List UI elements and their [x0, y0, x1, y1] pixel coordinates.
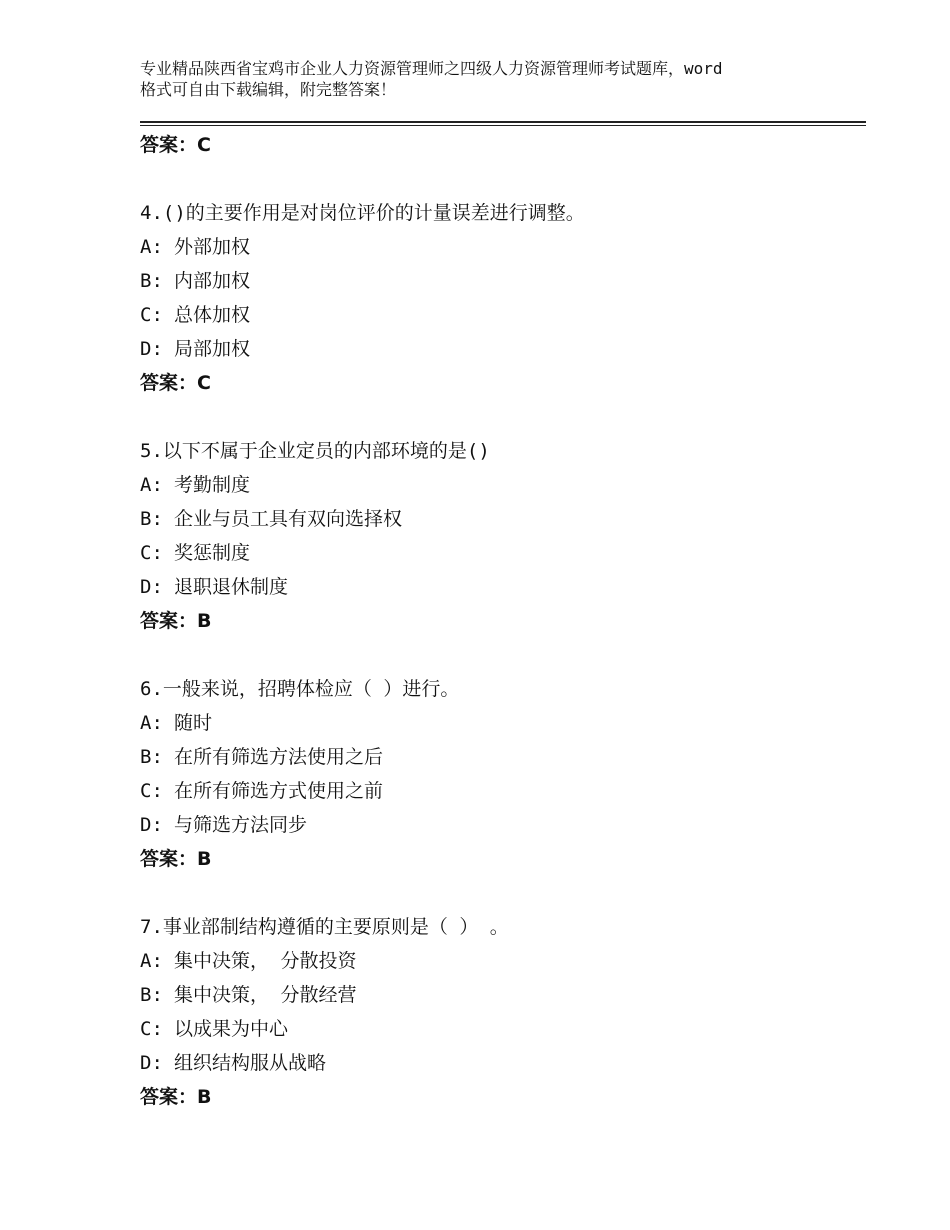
- option-b: [140, 264, 860, 298]
- option-a: [140, 468, 860, 502]
- spacer: [140, 400, 860, 434]
- question-stem: 7.事业部制结构遵循的主要原则是（ ） 。: [140, 916, 509, 938]
- answer-line: [140, 1080, 860, 1114]
- option-letter: B:: [140, 746, 163, 768]
- option-letter: D:: [140, 338, 163, 360]
- option-letter: C:: [140, 304, 163, 326]
- option-letter: B:: [140, 508, 163, 530]
- header-line-1: 专业精品陕西省宝鸡市企业人力资源管理师之四级人力资源管理师考试题库，word: [140, 59, 723, 78]
- answer-value: C: [197, 134, 211, 156]
- answer-label: 答案：: [140, 610, 198, 632]
- answer-label: 答案：: [140, 1086, 198, 1108]
- option-letter: C:: [140, 1018, 163, 1040]
- option-d: [140, 808, 860, 842]
- answer-line: [140, 128, 860, 162]
- question-block: [140, 196, 860, 400]
- answer-value: C: [197, 372, 211, 394]
- option-c: [140, 298, 860, 332]
- answer-value: B: [197, 1086, 212, 1108]
- option-text: 与筛选方法同步: [174, 814, 308, 836]
- option-letter: C:: [140, 542, 163, 564]
- document-body: [140, 128, 860, 1114]
- question-stem: 5.以下不属于企业定员的内部环境的是(): [140, 440, 490, 462]
- option-letter: A:: [140, 474, 163, 496]
- answer-value: B: [197, 610, 212, 632]
- answer-line: [140, 842, 860, 876]
- option-d: [140, 570, 860, 604]
- option-letter: B:: [140, 270, 163, 292]
- option-text: 集中决策， 分散经营: [174, 984, 357, 1006]
- option-text: 退职退休制度: [174, 576, 289, 598]
- document-header: [140, 58, 830, 100]
- answer-line: [140, 366, 860, 400]
- option-text: 组织结构服从战略: [174, 1052, 327, 1074]
- question-block: [140, 910, 860, 1114]
- question-stem: 6.一般来说，招聘体检应（ ）进行。: [140, 678, 460, 700]
- header-line-2: 格式可自由下载编辑，附完整答案！: [140, 80, 397, 99]
- option-b: [140, 978, 860, 1012]
- option-letter: D:: [140, 814, 163, 836]
- option-d: [140, 1046, 860, 1080]
- option-letter: D:: [140, 1052, 163, 1074]
- option-c: [140, 774, 860, 808]
- option-letter: A:: [140, 712, 163, 734]
- spacer: [140, 162, 860, 196]
- option-letter: C:: [140, 780, 163, 802]
- option-text: 总体加权: [174, 304, 251, 326]
- option-text: 外部加权: [174, 236, 251, 258]
- option-b: [140, 740, 860, 774]
- option-text: 奖惩制度: [174, 542, 251, 564]
- header-divider-thick: [140, 121, 866, 123]
- option-c: [140, 536, 860, 570]
- option-d: [140, 332, 860, 366]
- header-divider-thin: [140, 125, 866, 126]
- option-letter: A:: [140, 950, 163, 972]
- option-text: 集中决策， 分散投资: [174, 950, 357, 972]
- answer-value: B: [197, 848, 212, 870]
- option-text: 企业与员工具有双向选择权: [174, 508, 403, 530]
- option-text: 内部加权: [174, 270, 251, 292]
- question-block: [140, 672, 860, 876]
- option-letter: A:: [140, 236, 163, 258]
- option-a: [140, 706, 860, 740]
- option-text: 在所有筛选方法使用之后: [174, 746, 384, 768]
- option-text: 以成果为中心: [174, 1018, 289, 1040]
- option-c: [140, 1012, 860, 1046]
- answer-label: 答案：: [140, 848, 198, 870]
- option-a: [140, 230, 860, 264]
- answer-label: 答案：: [140, 134, 198, 156]
- answer-label: 答案：: [140, 372, 198, 394]
- question-stem: 4.()的主要作用是对岗位评价的计量误差进行调整。: [140, 202, 585, 224]
- question-block: [140, 434, 860, 638]
- option-b: [140, 502, 860, 536]
- option-letter: D:: [140, 576, 163, 598]
- option-a: [140, 944, 860, 978]
- option-text: 在所有筛选方式使用之前: [174, 780, 384, 802]
- answer-line: [140, 604, 860, 638]
- spacer: [140, 638, 860, 672]
- option-letter: B:: [140, 984, 163, 1006]
- option-text: 随时: [174, 712, 213, 734]
- spacer: [140, 876, 860, 910]
- option-text: 局部加权: [174, 338, 251, 360]
- option-text: 考勤制度: [174, 474, 251, 496]
